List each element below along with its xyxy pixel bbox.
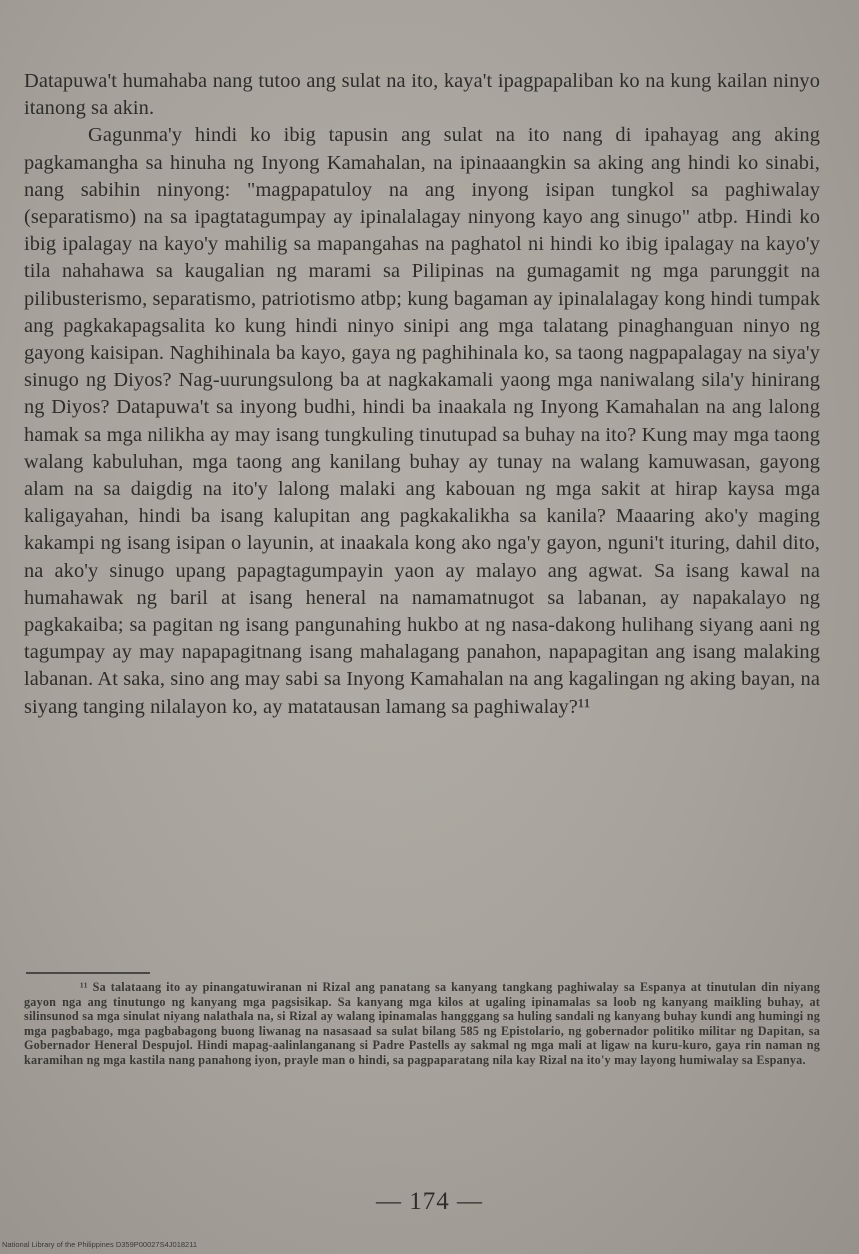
paragraph-1: Datapuwa't humahaba nang tutoo ang sulat na ito, kaya't ipagpapaliban ko na kung kailan ninyo itanong sa akin. [24,70,820,120]
main-text [24,68,820,721]
footnote-text: ¹¹ Sa talataang ito ay pinangatuwiranan ni Rizal ang panatang sa kanyang tangkang paghiwalay sa Espanya at tinutulan din niyang gayon nga ang tinutungo ng kanyang mga pagsisikap. Sa kanyang mga kilos at ugaling ipinamalas sa loob ng kanyang maikling buhay, at silinsunod sa mga sinulat niyang nalathala na, si Rizal ay walang ipinamalas hangggang sa huling sandali ng kanyang buhay kundi ang humingi ng mga pagbabago, mga pagbabagong buong liwanag na nasasaad sa sulat bilang 585 ng Epistolario, ng gobernador politiko militar ng Dapitan, sa Gobernador Heneral Despujol. Hindi mapag-aalinlanganang si Padre Pastells ay sakmal ng mga mali at ligaw na kuru-kuro, gaya rin naman ng karamihan ng mga kastila nang panahong iyon, prayle man o hindi, sa pagpaparatang nila kay Rizal na ito'y may layong humiwalay sa Espanya. [24,980,820,1067]
footnote-divider [26,972,150,974]
footnote [24,980,820,1068]
library-stamp: National Library of the Philippines D359P00027S4J018211 [2,1240,197,1249]
page-number: — 174 — [376,1188,483,1215]
paragraph-2: Gagunma'y hindi ko ibig tapusin ang sulat na ito nang di ipahayag ang aking pagkamangha sa hinuha ng Inyong Kamahalan, na ipinaaangkin sa aking ang hindi ko sinabi, nang sabihin ninyong: "magpapatuloy na ang inyong isipan tungkol sa paghiwalay (separatismo) na sa ipagtatagumpay ay ipinalalagay ninyong kayo ang sinugo" atbp. Hindi ko ibig ipalagay na kayo'y mahilig sa mapangahas na paghatol ni hindi ko ibig ipalagay na kayo'y tila nahahawa sa kaugalian ng marami sa Pilipinas na gumagamit ng mga parunggit na pilibusterismo, separatismo, patriotismo atbp; kung bagaman ay ipinalalagay kong hindi tumpak ang pagkakapagsalita ko kung hindi ninyo sinipi ang mga talatang pinaghanguan ninyo ng gayong kaisipan. Naghihinala ba kayo, gaya ng paghihinala ko, sa taong nagpapalagay na siya'y sinugo ng Diyos? Nag-uurungsulong ba at nagkakamali yaong mga naniwalang sila'y hinirang ng Diyos? Datapuwa't sa inyong budhi, hindi ba inaakala ng Inyong Kamahalan na ang lalong hamak sa mga nilikha ay may isang tungkuling tinutupad sa buhay na ito? Kung may mga taong walang kabuluhan, mga taong ang kanilang buhay ay tunay na walang kamuwasan, gayong alam na sa daigdig na ito'y lalong malaki ang kabouan ng mga sakit at hirap kaysa mga kaligayahan, hindi ba isang kalupitan ang pagkakalikha sa kanila? Maaaring ako'y maging kakampi ng isang isipan o layunin, at inaakala kong ako nga'y gayon, nguni't ituring, dahil dito, na ako'y sinugo upang papagtagumpayin yaon ay malayo ang agwat. Sa isang kawal na humahawak ng baril at isang heneral na namamatnugot sa labanan, ay napakalayo ng pagkakaiba; sa pagitan ng isang pangunahing hukbo at ng nasa-dakong hulihang siyang aani ng tagumpay ay may napapagitnang isang mahalagang panahon, napapagitan ang isang malaking labanan. At saka, sino ang may sabi sa Inyong Kamahalan na ang kagalingan ng aking bayan, na siyang tanging nilalayon ko, ay matatausan lamang sa paghiwalay?¹¹ [24,124,820,718]
